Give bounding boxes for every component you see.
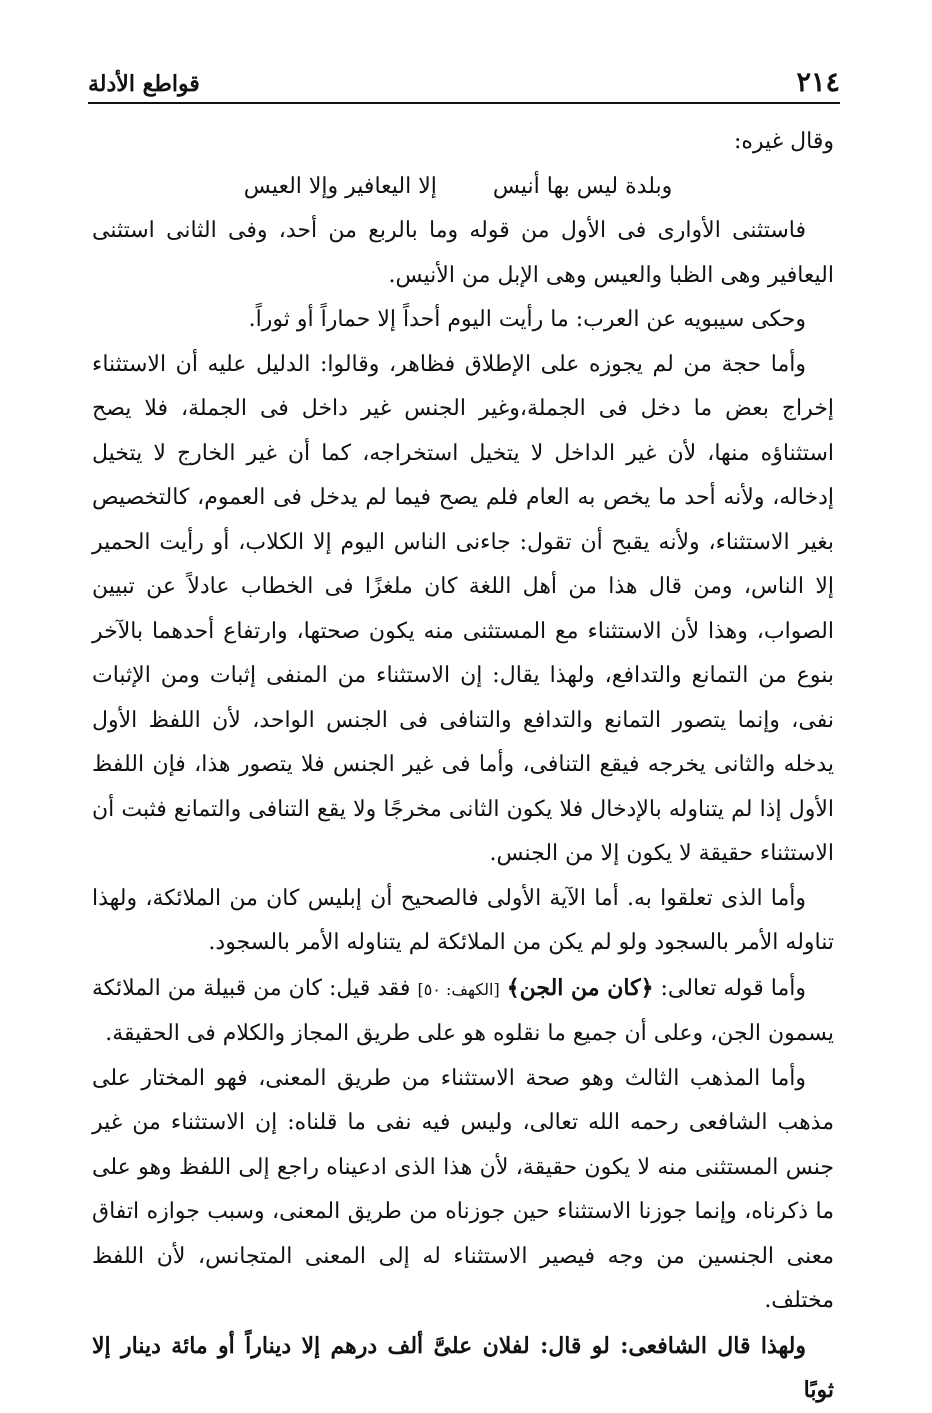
paragraph-6: وأما المذهب الثالث وهو صحة الاستثناء من طريق المعنى، فهو المختار على مذهب الشافعى رحمه الله تعالى، وليس فيه نفى ما قلناه: إن الاستثناء من غير جنس المستثنى منه لا يكون حقيقة، لأن هذا الذى ادعيناه راجع إلى اللفظ وهو على ما ذكرناه، وإنما جوزنا الاستثناء حين جوزناه من طريق المعنى، وسبب جوازه اتفاق معنى الجنسين من وجه فيصير الاستثناء له إلى المعنى المتجانس، لأن اللفظ مختلف. <box>92 1065 834 1313</box>
quran-citation: [الكهف: ٥٠] <box>417 979 500 999</box>
intro-line: وقال غيره: <box>733 129 834 154</box>
running-title: قواطع الأدلة <box>88 71 200 97</box>
paragraph-2: وحكى سيبويه عن العرب: ما رأيت اليوم أحداً إلا حماراً أو ثوراً. <box>248 307 806 332</box>
paragraph-5-body: فقد قيل: كان من قبيلة من الملائكة يسمون الجن، وعلى أن جميع ما نقلوه هو على طريق المجاز والكلام فى الحقيقة. <box>92 975 834 1046</box>
poetry-verse <box>92 165 834 210</box>
verse-first-hemistich: وبلدة ليس بها أنيس <box>492 173 673 199</box>
paragraph-1: فاستثنى الأوارى فى الأول من قوله وما بالربع من أحد، وفى الثانى استثنى اليعافير وهى الظبا والعيس وهى الإبل من الأنيس. <box>92 218 834 288</box>
paragraph-5-intro: وأما قوله تعالى: <box>660 975 807 1001</box>
page-header <box>88 66 840 102</box>
paragraph-3: وأما حجة من لم يجوزه على الإطلاق فظاهر، وقالوا: الدليل عليه أن الاستثناء إخراج بعض ما دخل فى الجملة،وغير الجنس غير داخل فى الجملة، فلا يصح استثناؤه منها، لأن غير الداخل لا يتخيل استخراجه، كما أن غير الخارج لا يتخيل إدخاله، ولأنه أحد ما يخص به العام فلم يصح فيما لم يدخل فى العموم، كالتخصيص بغير الاستثناء، ولأنه يقبح أن تقول: جاءنى الناس اليوم إلا الكلاب، أو رأيت الحمير إلا الناس، ومن قال هذا من أهل اللغة كان ملغزًا فى الخطاب عادلاً عن تبيين الصواب، وهذا لأن الاستثناء مع المستثنى منه يكون صحتها، وارتفاع أحدهما بالآخر بنوع من التمانع والتدافع، ولهذا يقال: إن الاستثناء من المنفى إثبات ومن الإثبات نفى، وإنما يتصور التمانع والتدافع والتنافى فى الجنس الواحد، لأن اللفظ الأول يدخله والثانى يخرجه فيقع التنافى، وأما فى غير الجنس فلا يتصور هذا، فإن اللفظ الأول إذا لم يتناوله بالإدخال فلا يكون الثانى مخرجًا ولا يقع التنافى والتمانع فثبت أن الاستثناء حقيقة لا يكون إلا من الجنس. <box>92 351 835 866</box>
page-number: ٢١٤ <box>796 67 840 98</box>
quran-quote: ﴿كان من الجن﴾ <box>506 974 654 1001</box>
verse-second-hemistich: إلا اليعافير وإلا العيس <box>243 173 437 199</box>
paragraph-7: ولهذا قال الشافعى: لو قال: لفلان علىَّ ألف درهم إلا ديناراً أو مائة دينار إلا ثوبًا <box>92 1332 834 1403</box>
header-rule <box>88 102 840 104</box>
paragraph-4: وأما الذى تعلقوا به. أما الآية الأولى فالصحيح أن إبليس كان من الملائكة، ولهذا تناوله الأمر بالسجود ولو لم يكن من الملائكة لم يتناوله الأمر بالسجود. <box>92 885 834 955</box>
paragraph-5 <box>92 966 834 1057</box>
body-text <box>92 120 834 1413</box>
